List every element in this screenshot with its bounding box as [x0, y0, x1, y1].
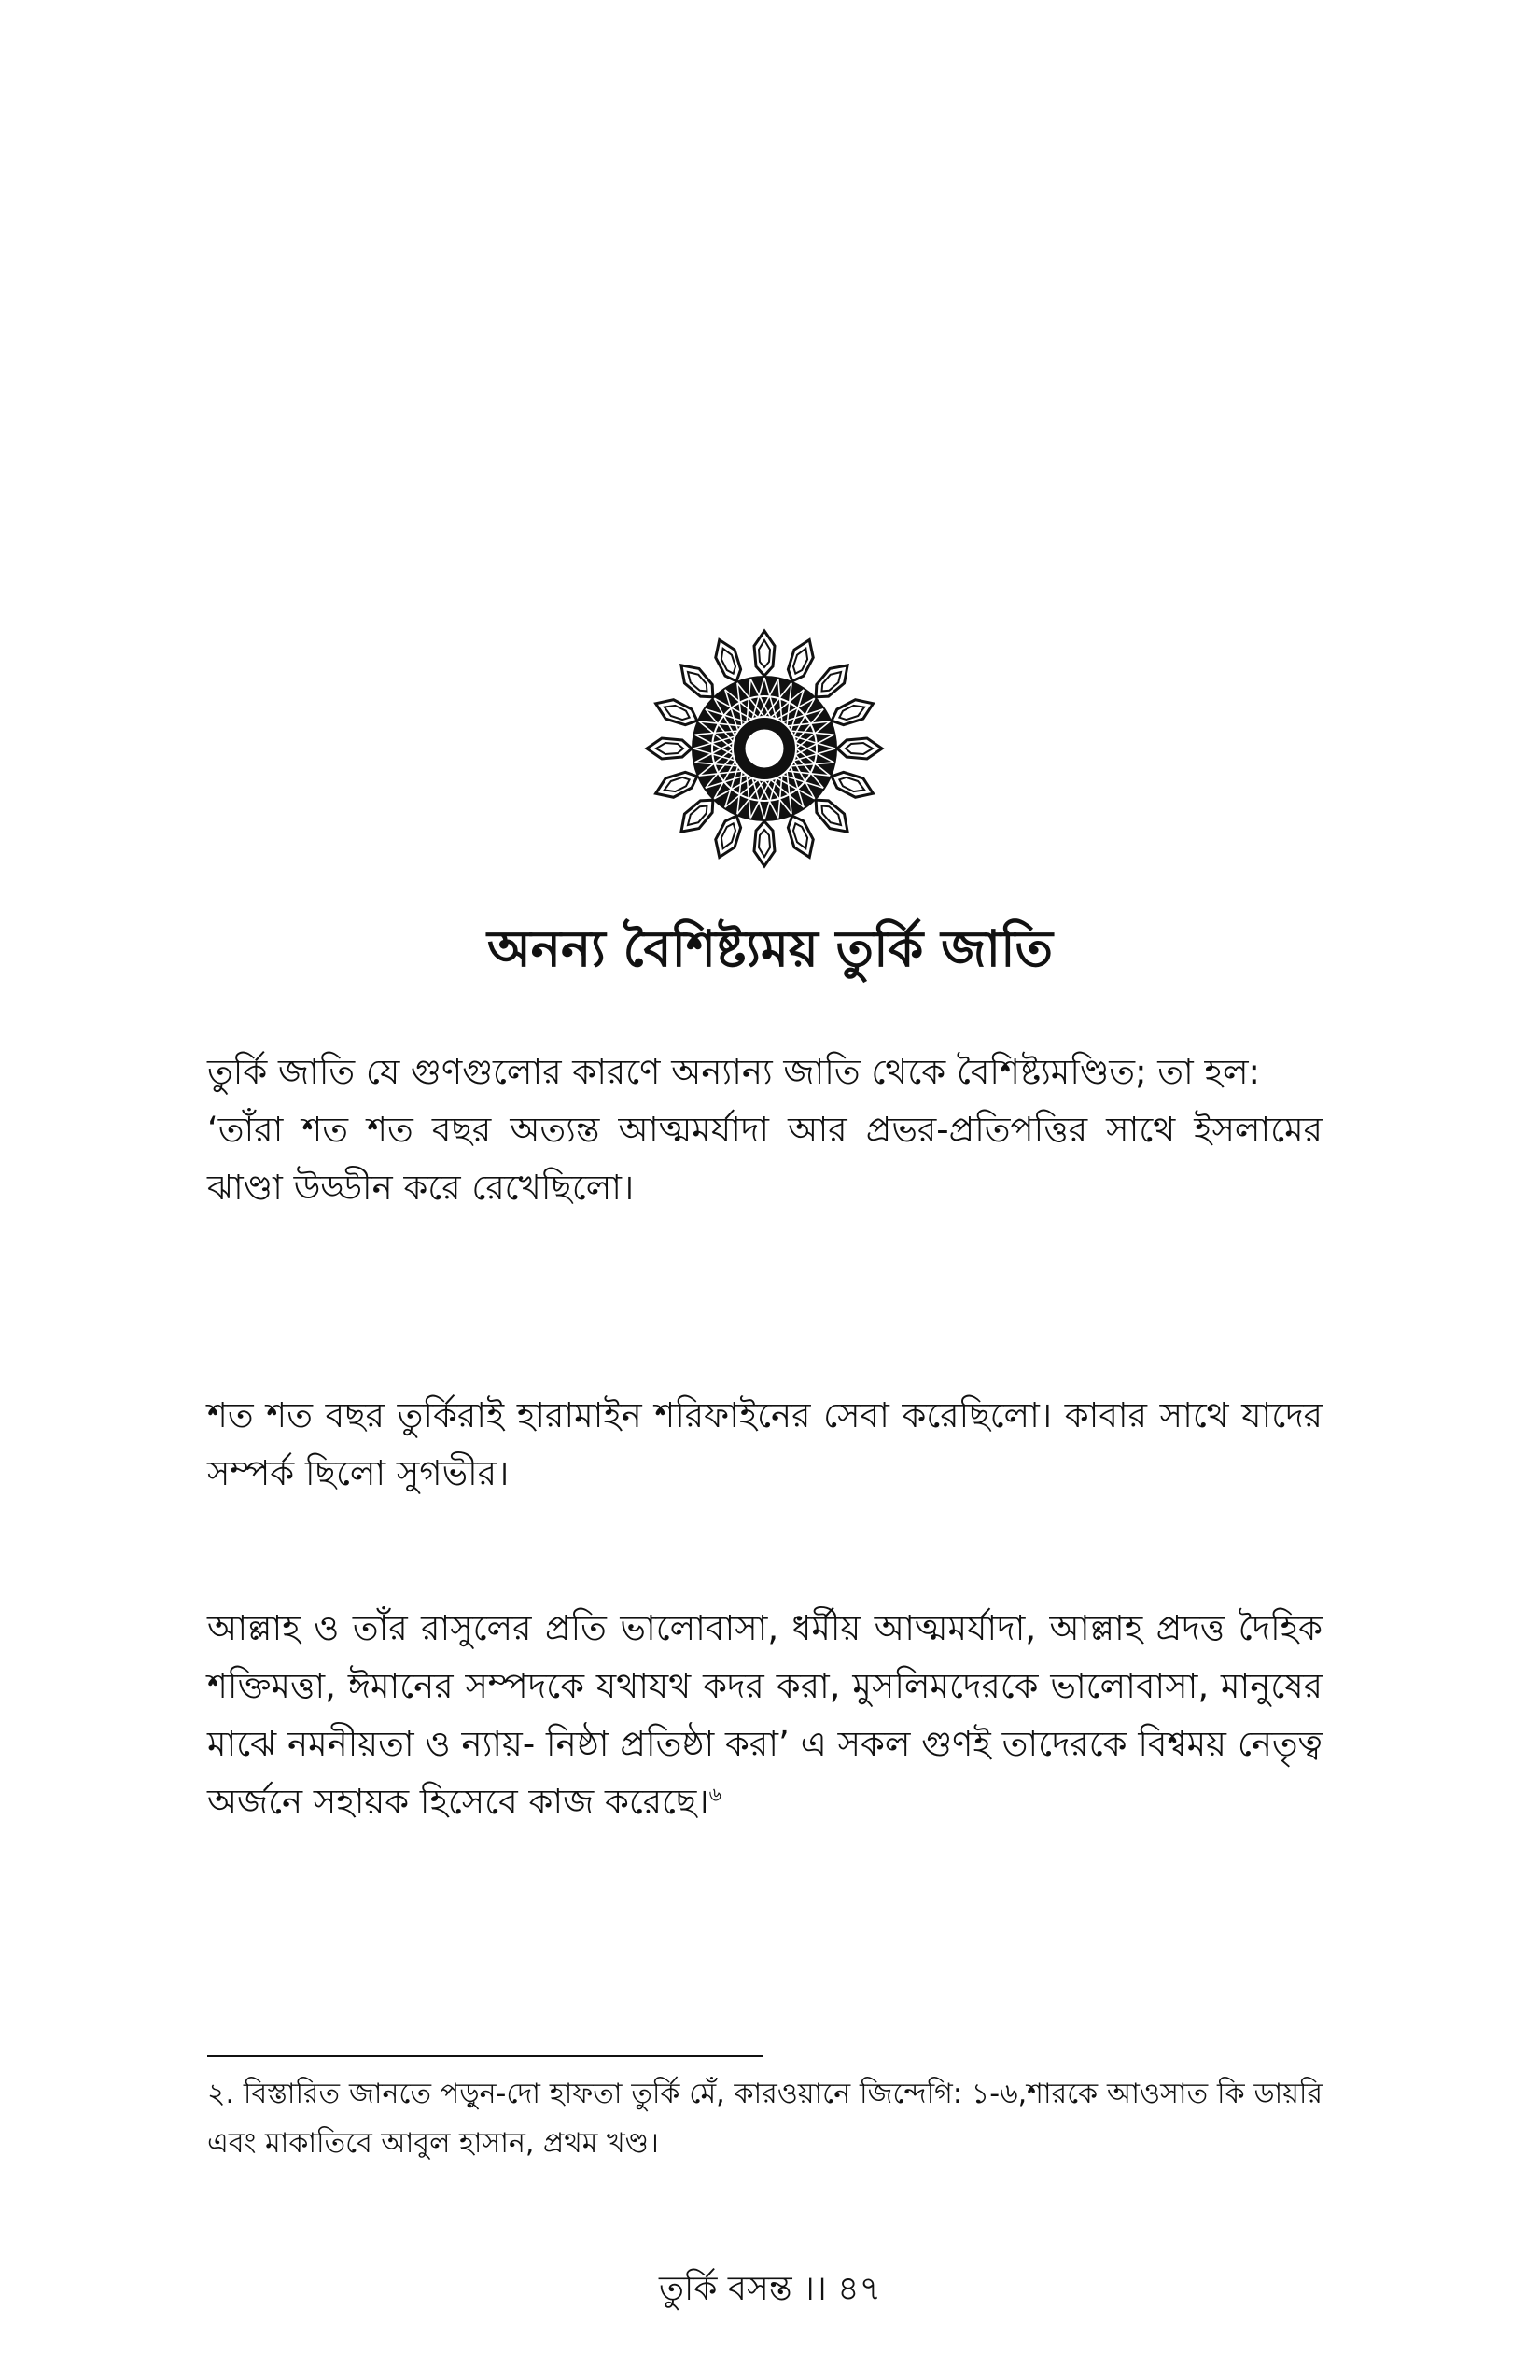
footer-separator: ।। — [803, 2270, 827, 2308]
paragraph-3-text: আল্লাহ ও তাঁর রাসুলের প্রতি ভালোবাসা, ধর্মীয় আত্মমর্যাদা, আল্লাহ প্রদত্ত দৈহিক শক্তিমত্তা, ঈমানের সম্পদকে যথাযথ কদর করা, মুসলিমদেরকে ভালোবাসা, মানুষের মাঝে নমনীয়তা ও ন্যায়- নিষ্ঠা প্রতিষ্ঠা করা’ এ সকল গুণই তাদেরকে বিশ্বময় নেতৃত্ব অর্জনে সহায়ক হিসেবে কাজ করেছে। — [207, 1608, 1323, 1823]
star-rosette-ornament-icon — [643, 627, 886, 870]
footnote-text: ২. বিস্তারিত জানতে পড়ুন-দো হাফতা তুর্কি মেঁ, কারওয়ানে জিন্দেগি: ১-৬,শারকে আওসাত কি ডায়রি এবং মাকাতিবে আবুল হাসান, প্রথম খণ্ড। — [207, 2078, 1323, 2160]
page-number: ৪৭ — [837, 2270, 881, 2308]
page-footer — [0, 2263, 1540, 2319]
paragraph-3 — [207, 1600, 1323, 1832]
paragraph-2 — [207, 1387, 1323, 1503]
paragraph-1-quote: ‘তাঁরা শত শত বছর অত্যন্ত আত্মমর্যাদা আর প্রভর-প্রতিপত্তির সাথে ইসলামের ঝাণ্ডা উড্ডীন করে রেখেছিলো। — [207, 1110, 1323, 1209]
footnote-divider — [207, 2055, 763, 2057]
footer-book-title: তুর্কি বসন্ত — [658, 2270, 792, 2308]
paragraph-3-body — [207, 1600, 1323, 1832]
paragraph-1-intro: তুর্কি জাতি যে গুণগুলোর কারণে অন্যান্য জাতি থেকে বৈশিষ্ট্যমণ্ডিত; তা হল: — [207, 1052, 1261, 1092]
footnote-marker: ৬ — [708, 1784, 721, 1807]
chapter-title: অনন্য বৈশিষ্ট্যময় তুর্কি জাতি — [486, 919, 1054, 978]
paragraph-1 — [207, 1043, 1323, 1217]
paragraph-2-text: শত শত বছর তুর্কিরাই হারামাইন শরিফাইনের সেবা করেছিলো। কাবার সাথে যাদের সম্পর্ক ছিলো সুগভীর। — [207, 1395, 1323, 1494]
